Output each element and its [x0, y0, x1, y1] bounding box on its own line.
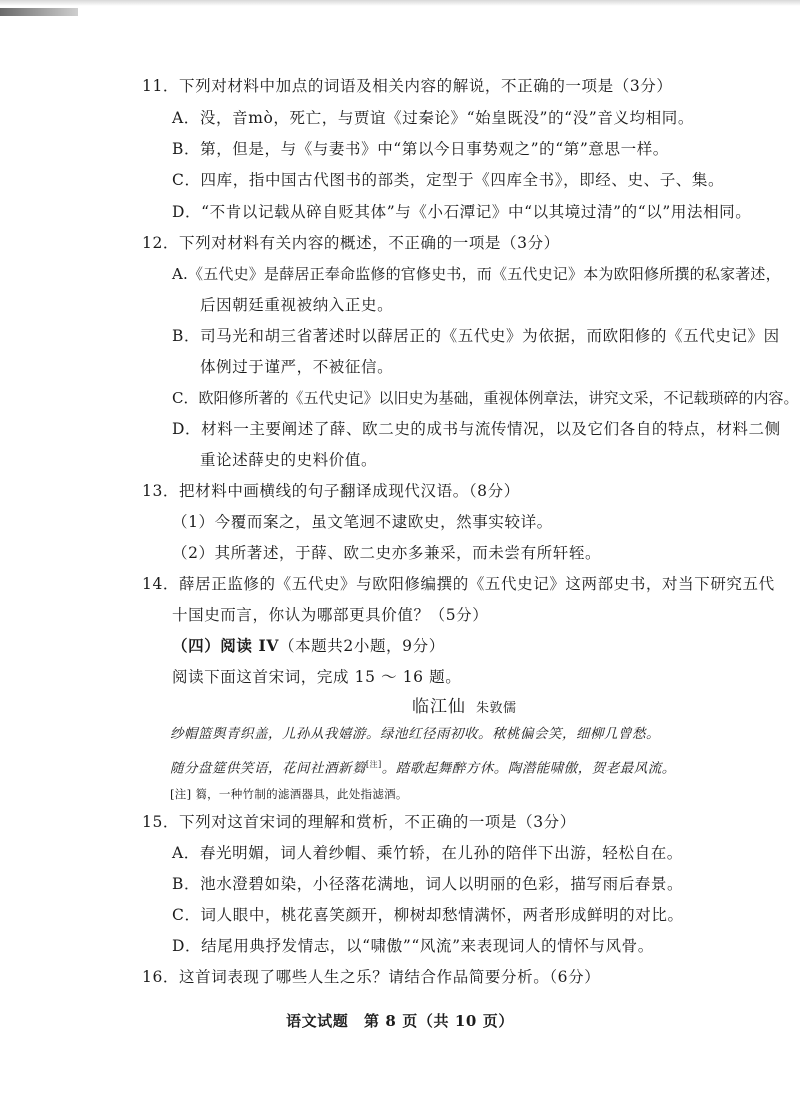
poem-title: 临江仙 — [412, 697, 466, 717]
q15-stem: 15．下列对这首宋词的理解和赏析，不正确的一项是（3分） — [142, 813, 576, 831]
poem-heading — [412, 697, 517, 719]
q11-option-b: B．第，但是，与《与妻书》中“第以今日事势观之”的“第”意思一样。 — [172, 140, 669, 158]
q14-line-2: 十国史而言，你认为哪部更具价值？（5分） — [172, 606, 489, 624]
q12-option-d: D．材料一主要阐述了薛、欧二史的成书与流传情况，以及它们各自的特点，材料二侧 — [172, 420, 781, 438]
q13-stem: 13．把材料中画横线的句子翻译成现代汉语。（8分） — [142, 482, 520, 500]
q11-option-d: D．“不肯以记载从碎自贬其体”与《小石潭记》中“以其境过清”的“以”用法相同。 — [172, 203, 752, 221]
q12-option-c: C．欧阳修所著的《五代史记》以旧史为基础，重视体例章法，讲究文采，不记载琐碎的内容。 — [172, 389, 799, 407]
q12-stem: 12．下列对材料有关内容的概述，不正确的一项是（3分） — [142, 234, 560, 252]
poem-author: 朱敦儒 — [476, 701, 517, 716]
q15-option-b: B．池水澄碧如染，小径落花满地，词人以明丽的色彩，描写雨后春景。 — [172, 875, 684, 893]
section-4-heading — [172, 636, 445, 656]
poem-note-marker: [注] — [366, 760, 382, 769]
q13-sentence-2: （2）其所著述，于薛、欧二史亦多兼采，而未尝有所轩轾。 — [172, 544, 602, 562]
q15-option-c: C．词人眼中，桃花喜笑颜开，柳树却愁情满怀，两者形成鲜明的对比。 — [172, 906, 684, 924]
q12-option-a-cont: 后因朝廷重视被纳入正史。 — [200, 296, 394, 314]
q16-stem: 16．这首词表现了哪些人生之乐？请结合作品简要分析。（6分） — [142, 968, 601, 986]
q12-option-b: B．司马光和胡三省著述时以薛居正的《五代史》为依据，而欧阳修的《五代史记》因 — [172, 327, 780, 345]
q11-option-c: C．四库，指中国古代图书的部类，定型于《四库全书》，即经、史、子、集。 — [172, 171, 725, 189]
poem-note: [注] 篘，一种竹制的滤酒器具，此处指滤酒。 — [170, 787, 408, 801]
poem-line-1: 纱帽篮舆青织盖，儿孙从我嬉游。绿池红径雨初收。秾桃偏会笑，细柳几曾愁。 — [170, 726, 660, 742]
q15-option-d: D．结尾用典抒发情志，以“啸傲”“风流”来表现词人的情怀与风骨。 — [172, 937, 654, 955]
page-footer: 语文试题 第 8 页（共 10 页） — [285, 1012, 514, 1030]
q12-option-b-cont: 体例过于谨严，不被征信。 — [200, 358, 394, 376]
q13-sentence-1: （1）今覆而案之，虽文笔迥不逮欧史，然事实较详。 — [172, 513, 553, 531]
q11-stem: 11．下列对材料中加点的词语及相关内容的解说，不正确的一项是（3分） — [142, 77, 673, 95]
poem-line-2 — [170, 755, 676, 779]
poem-line-2-part-1: 随分盘筵供笑语，花间社酒新篘 — [170, 760, 366, 777]
section-4-subtitle: （本题共2小题，9分） — [278, 637, 445, 655]
poem-line-2-part-2: 。踏歌起舞醉方休。陶潜能啸傲，贺老最风流。 — [381, 760, 676, 777]
q11-option-a: A．没，音mò，死亡，与贾谊《过秦论》“始皇既没”的“没”音义均相同。 — [172, 109, 694, 127]
q15-option-a: A．春光明媚，词人着纱帽、乘竹轿，在儿孙的陪伴下出游，轻松自在。 — [172, 844, 683, 862]
q14-line-1: 14．薛居正监修的《五代史》与欧阳修编撰的《五代史记》这两部史书，对当下研究五代 — [142, 575, 775, 593]
section-4-instruction: 阅读下面这首宋词，完成 15 ～ 16 题。 — [172, 668, 462, 686]
q12-option-d-cont: 重论述薛史的史料价值。 — [200, 451, 378, 469]
q12-option-a: A.《五代史》是薛居正奉命监修的官修史书，而《五代史记》本为欧阳修所撰的私家著述， — [172, 265, 781, 283]
section-4-title: （四）阅读 IV — [172, 636, 279, 655]
